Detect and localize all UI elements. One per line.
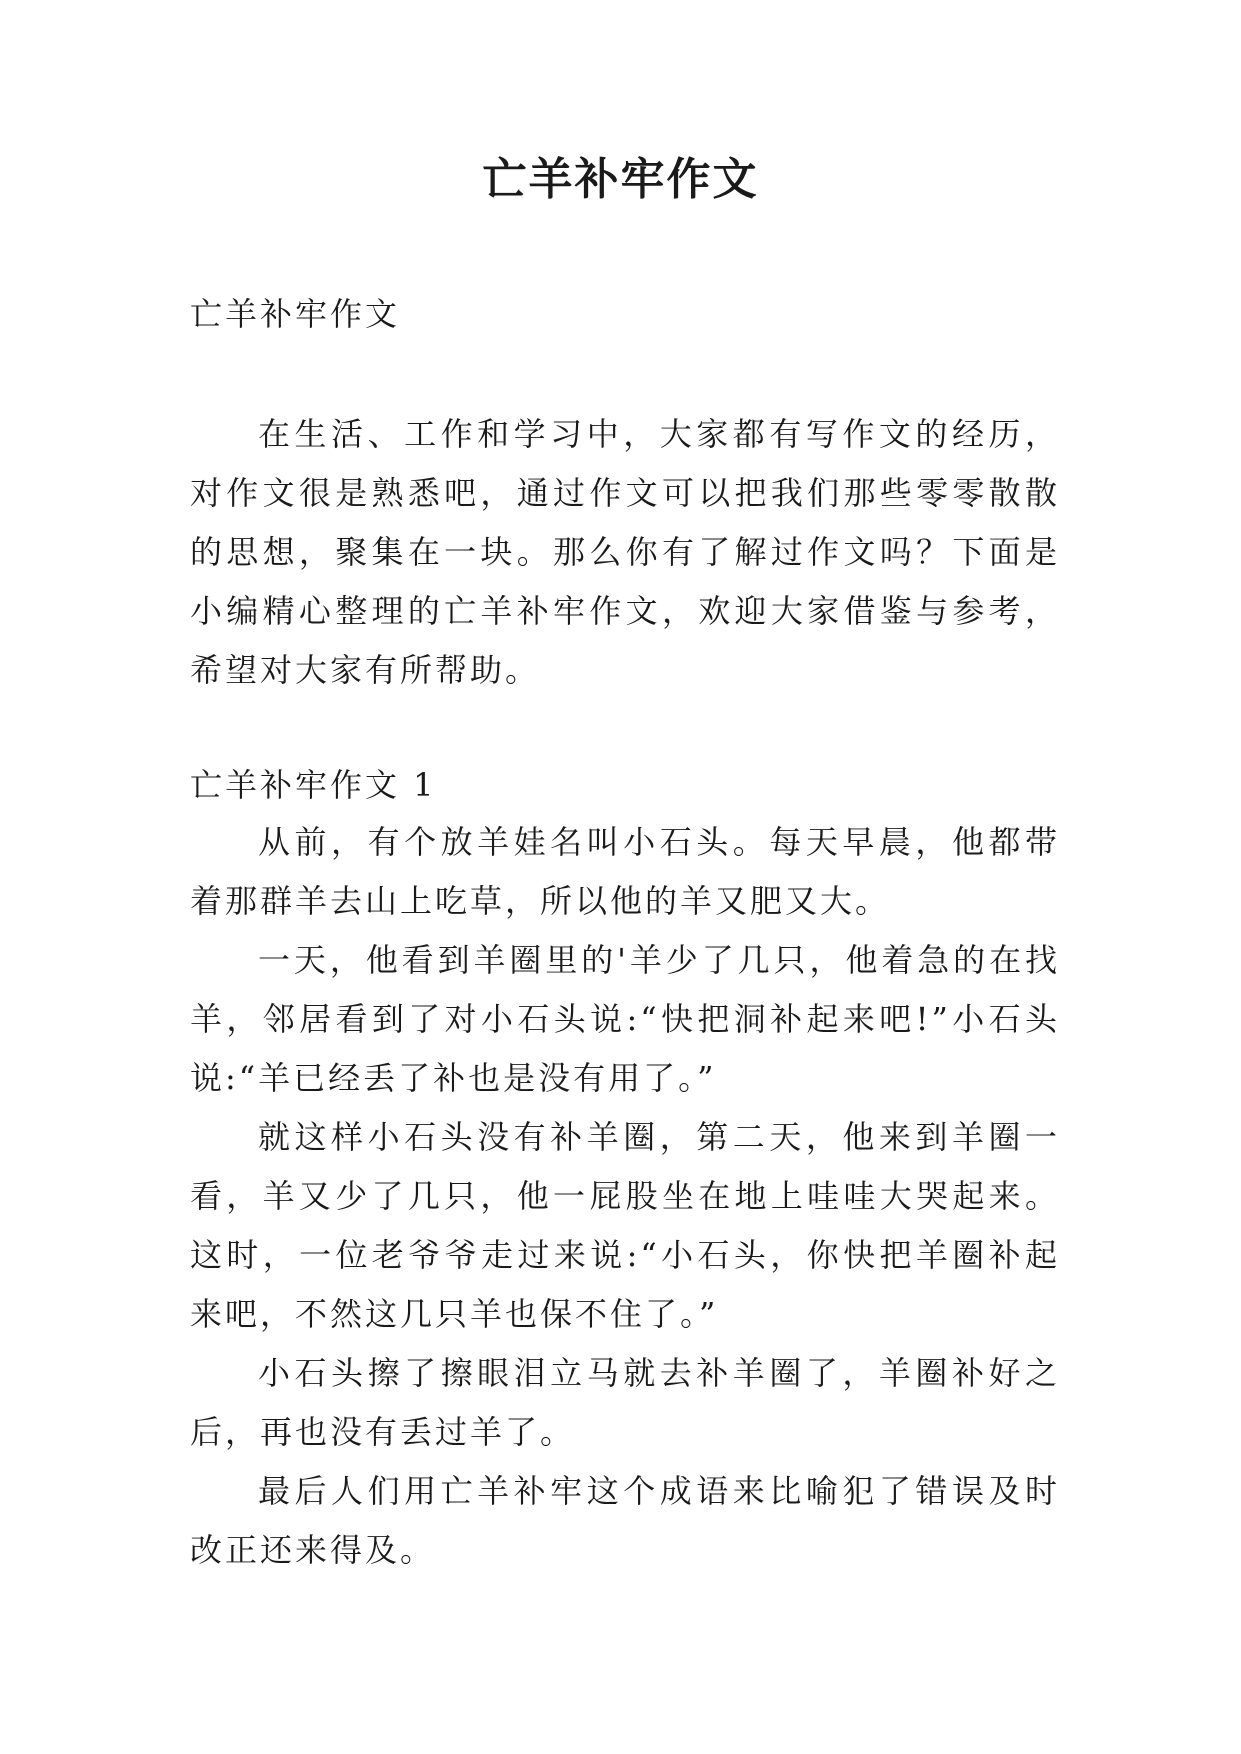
essay-paragraph-5: 最后人们用亡羊补牢这个成语来比喻犯了错误及时改正还来得及。 [190,1472,1060,1569]
essay-heading: 亡羊补牢作文 1 [190,766,437,804]
essay-paragraph-3: 就这样小石头没有补羊圈，第二天，他来到羊圈一看，羊又少了几只，他一屁股坐在地上哇哇大哭起来。这时，一位老爷爷走过来说:“小石头，你快把羊圈补起来吧，不然这几只羊也保不住了。” [190,1118,1060,1333]
essay-paragraph-2: 一天，他看到羊圈里的'羊少了几只，他着急的在找羊，邻居看到了对小石头说:“快把洞补起来吧!”小石头说:“羊已经丢了补也是没有用了。” [190,941,1060,1097]
document-subtitle: 亡羊补牢作文 [190,295,401,333]
intro-paragraph: 在生活、工作和学习中，大家都有写作文的经历，对作文很是熟悉吧，通过作文可以把我们那些零零散散的思想，聚集在一块。那么你有了解过作文吗？下面是小编精心整理的亡羊补牢作文，欢迎大家借鉴与参考，希望对大家有所帮助。 [190,415,1060,689]
document-title: 亡羊补牢作文 [482,154,759,205]
essay-paragraph-4: 小石头擦了擦眼泪立马就去补羊圈了，羊圈补好之后，再也没有丢过羊了。 [190,1354,1060,1451]
essay-body [190,813,1060,1580]
essay-paragraph-1: 从前，有个放羊娃名叫小石头。每天早晨，他都带着那群羊去山上吃草，所以他的羊又肥又大。 [190,823,1060,920]
